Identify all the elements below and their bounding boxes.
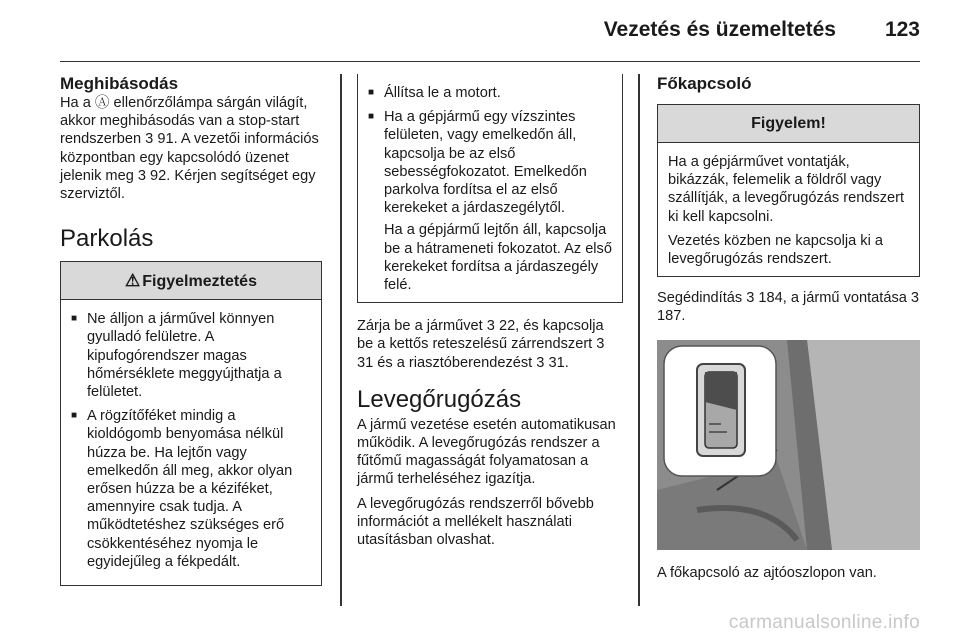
column-divider [340, 74, 342, 606]
warning-item: ■ Ne álljon a járművel könnyen gyulladó felületre. A kipufogórendszer magas hőmérséklete meggyújthatja a felületet. [71, 310, 311, 401]
parking-step-extra: Ha a gépjármű lejtőn áll, kapcsolja be a hátrameneti fokozatot. Az első kerekeket fordítsa a járdaszegély felé. [384, 222, 612, 294]
page-header [60, 0, 920, 62]
column-divider [638, 74, 640, 606]
notice-text: Vezetés közben ne kapcsolja ki a levegőrugózás rendszert. [668, 232, 883, 268]
warning-title: Figyelmeztetés [142, 273, 257, 291]
warning-triangle-icon: ⚠ [125, 271, 141, 291]
warning-box-header [61, 262, 321, 300]
switch-photo-graphic [657, 340, 920, 550]
notice-text: Ha a gépjárművet vontatják, bikázzák, felemelik a földről vagy szállítják, a levegőrugózás rendszert ki kell kapcsolni. [668, 154, 905, 225]
notice-box-header: Figyelem! [658, 105, 919, 143]
warning-item: ■ A rögzítőféket mindig a kioldógomb benyomása nélkül húzza be. Ha lejtőn vagy emelkedőn áll meg, akkor olyan erősen húzza be a kéziféket, amennyire csak tudja. A működtetéshez szükséges erő csökkentéséhez nyomja le egyidejűleg a fékpedált. [71, 407, 311, 571]
reference-text: Segédindítás 3 184, a jármű vontatása 3 187. [657, 290, 920, 325]
column-1 [60, 74, 322, 586]
notice-box-body [658, 143, 919, 276]
lock-text: Zárja be a járművet 3 22, és kapcsolja be a kettős reteszelésű zárrendszert 3 31 és a riasztóberendezést 3 31. [357, 318, 605, 371]
notice-box [657, 104, 920, 277]
air-suspension-more: A levegőrugózás rendszerről bővebb információt a mellékelt használati utasításban olvashat. [357, 495, 594, 549]
air-suspension-text: A jármű vezetése esetén automatikusan működik. A levegőrugózás rendszer a fűtőmű magasságát folyamatosan a jármű terheléséhez igazítja. [357, 416, 616, 488]
warning-box-body [61, 300, 321, 585]
warning-box [60, 261, 322, 586]
column-3 [657, 74, 920, 582]
fault-text: Ha a Ⓐ ellenőrzőlámpa sárgán világít, akkor meghibásodás van a stop-start rendszerben 3 91. A vezetői információs központban egy kapcsolódó üzenet jelenik meg 3 92. Kérjen segítséget egy szerviztől. [60, 95, 319, 203]
air-suspension-heading: Levegőrugózás [357, 385, 522, 413]
chapter-title: Vezetés és üzemeltetés [603, 18, 836, 41]
watermark: carmanualsonline.info [728, 612, 920, 633]
parking-heading: Parkolás [60, 225, 154, 253]
main-switch-illustration [657, 340, 920, 550]
illustration-caption: A főkapcsoló az ajtóoszlopon van. [657, 564, 877, 581]
parking-continued-body [358, 74, 622, 302]
parking-continued-box [357, 74, 623, 303]
fault-heading: Meghibásodás [60, 74, 179, 93]
parking-step: ■ Ha a gépjármű egy vízszintes felületen, vagy emelkedőn áll, kapcsolja be az első sebességfokozatot. Emelkedőn parkolva fordítsa el az első kerekeket a járdaszegélytől. [368, 108, 612, 217]
parking-step: ■ Állítsa le a motort. [368, 84, 612, 102]
column-2 [357, 74, 623, 549]
page-number: 123 [884, 18, 920, 41]
main-switch-heading: Főkapcsoló [657, 74, 752, 93]
